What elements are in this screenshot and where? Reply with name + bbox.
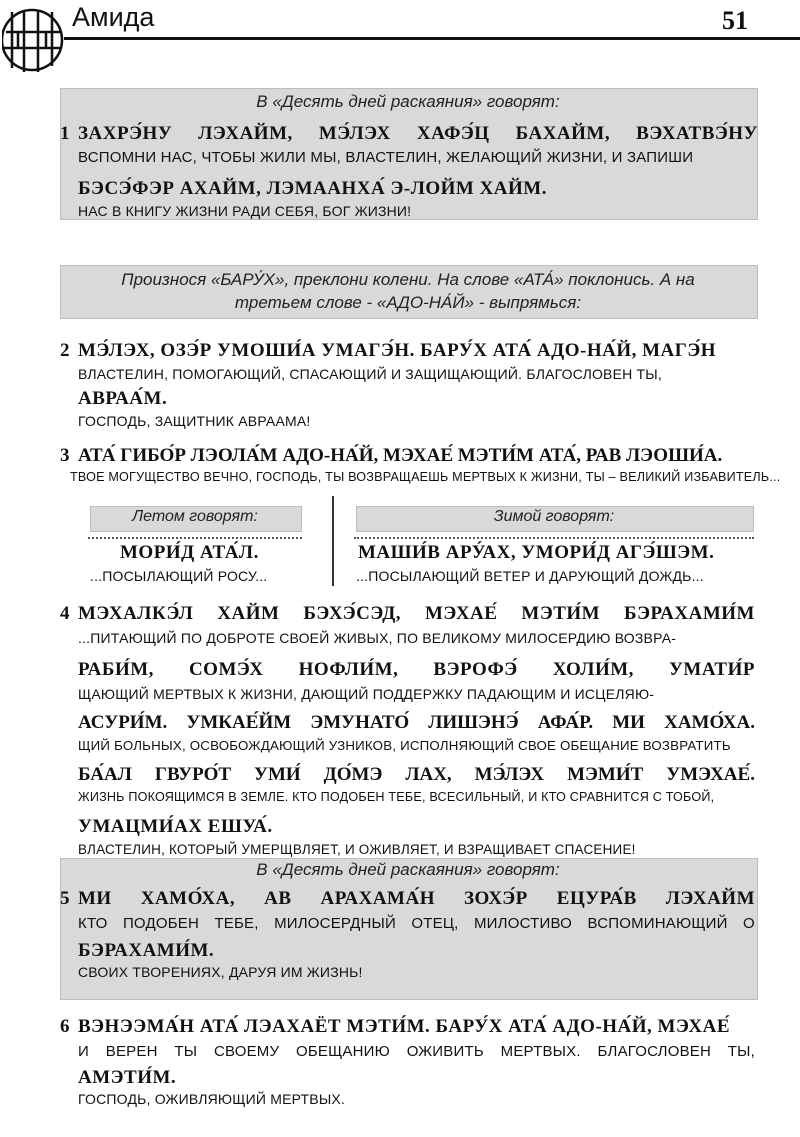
section-4-translit-line-3: [78, 712, 755, 734]
section-number-2: 2: [60, 340, 70, 361]
translit-word: ЕЦУРА́В: [556, 888, 637, 909]
section-3-translit-line-1: АТА́ ГИБО́Р ЛЭОЛА́М АДО-НА́Й, МЭХАЕ́ МЭТИ́М АТА́, РАВ ЛЭОШИ́А.: [78, 445, 723, 466]
russian-word: ОТЕЦ,: [411, 915, 459, 932]
translit-word: АРАХАМА́Н: [320, 888, 435, 909]
translit-word: ЛЭХАЙМ: [665, 888, 755, 909]
section-4-russian-line-1: ...ПИТАЮЩИЙ ПО ДОБРОТЕ СВОЕЙ ЖИВЫХ, ПО ВЕЛИКОМУ МИЛОСЕРДИЮ ВОЗВРА-: [78, 630, 677, 646]
summer-translit: МОРИ́Д АТА́Л.: [120, 542, 259, 563]
section-5-translit-line-2: БЭРАХАМИ́М.: [78, 940, 215, 961]
section-6-translit-line-2: АМЭТИ́М.: [78, 1067, 177, 1088]
translit-word: УМЭХАЕ́.: [666, 764, 755, 785]
translit-word: ВЭРОФЭ́: [433, 659, 518, 680]
winter-dotted-rule: [354, 537, 754, 539]
header-rule: [64, 37, 800, 40]
translit-word: ЛАХ,: [405, 764, 452, 785]
translit-word: МЭМИ́Т: [567, 764, 644, 785]
translit-word: АВ: [264, 888, 292, 909]
russian-word: ТЫ: [174, 1043, 198, 1060]
translit-word: БАХАЙМ,: [515, 123, 611, 144]
section-4-translit-line-4: [78, 764, 755, 786]
summer-dotted-rule: [88, 537, 302, 539]
section-2-translit-line-2: АВРАА́М.: [78, 388, 168, 409]
translit-word: БЭХЭ́СЭД,: [303, 603, 402, 624]
translit-word: ХАФЭ́Ц: [416, 123, 490, 144]
page-title: Амида: [72, 2, 155, 32]
section-2-russian-line-1: ВЛАСТЕЛИН, ПОМОГАЮЩИЙ, СПАСАЮЩИЙ И ЗАЩИЩАЮЩИЙ. БЛАГОСЛОВЕН ТЫ,: [78, 366, 662, 382]
russian-word: И: [78, 1043, 89, 1060]
translit-word: ХОЛИ́М,: [552, 659, 634, 680]
russian-word: ВСПОМИНАЮЩИЙ: [587, 915, 728, 932]
bow-instruction-line-1: Произнося «БАРУ́Х», преклони колени. На слове «АТА́» поклонись. А на: [121, 270, 695, 289]
section-number-1: 1: [60, 123, 70, 144]
winter-russian: ...ПОСЫЛАЮЩИЙ ВЕТЕР И ДАРУЮЩИЙ ДОЖДЬ...: [356, 568, 704, 584]
translit-word: БА́АЛ: [78, 764, 132, 785]
russian-word: КТО: [78, 915, 108, 932]
section-6-translit-line-1: ВЭНЭЭМА́Н АТА́ ЛЭАХАЁТ МЭТИ́М. БАРУ́Х АТА́ АДО-НА́Й, МЭХАЕ́: [78, 1016, 731, 1037]
russian-word: БЛАГОСЛОВЕН: [597, 1043, 712, 1060]
translit-word: ГВУРО́Т: [154, 764, 232, 785]
translit-word: ЛЭХАЙМ,: [198, 123, 293, 144]
page-header: [0, 0, 800, 80]
section-4-translit-line-1: [78, 603, 755, 625]
translit-word: ХАМО́ХА,: [140, 888, 236, 909]
translit-word: МИ: [78, 888, 112, 909]
section-1-translit-line-2: БЭСЭ́ФЭР АХАЙМ, ЛЭМААНХА́ Э-ЛОЙМ ХАЙМ.: [78, 178, 547, 199]
translit-word: УМКАЕ́ЙМ: [186, 712, 292, 733]
section-4-russian-line-2: ЩАЮЩИЙ МЕРТВЫХ К ЖИЗНИ, ДАЮЩИЙ ПОДДЕРЖКУ ПАДАЮЩИМ И ИСЦЕЛЯЮ-: [78, 686, 655, 702]
translit-word: ХАМО́ХА.: [664, 712, 755, 733]
section-1-translit-line-1: [78, 123, 758, 145]
russian-word: О: [743, 915, 755, 932]
translit-word: ВЭХАТВЭ́НУ: [636, 123, 758, 144]
translit-word: МИ: [612, 712, 645, 733]
section-4-russian-line-3: ЩИЙ БОЛЬНЫХ, ОСВОБОЖДАЮЩИЙ УЗНИКОВ, ИСПОЛНЯЮЩИЙ СВОЕ ОБЕЩАНИЕ ВОЗВРАТИТЬ: [78, 738, 731, 753]
translit-word: МЭХАЕ́: [424, 603, 498, 624]
russian-word: МЕРТВЫХ.: [500, 1043, 581, 1060]
translit-word: ЗОХЭ́Р: [464, 888, 528, 909]
section-1-russian-line-1: ВСПОМНИ НАС, ЧТОБЫ ЖИЛИ МЫ, ВЛАСТЕЛИН, ЖЕЛАЮЩИЙ ЖИЗНИ, И ЗАПИШИ: [78, 149, 694, 166]
page-number: 51: [722, 6, 748, 35]
translit-word: ДО́МЭ: [323, 764, 383, 785]
russian-word: ОБЕЩАНИЮ: [296, 1043, 390, 1060]
section-6-russian-line-1: [78, 1043, 755, 1060]
section-3-russian-line-1: ТВОЕ МОГУЩЕСТВО ВЕЧНО, ГОСПОДЬ, ТЫ ВОЗВРАЩАЕШЬ МЕРТВЫХ К ЖИЗНИ, ТЫ – ВЕЛИКИЙ ИЗБАВИТЕЛЬ...: [70, 470, 781, 484]
ten-days-note-1: В «Десять дней раскаяния» говорят:: [256, 92, 560, 111]
russian-word: ТЕБЕ,: [214, 915, 259, 932]
translit-word: УМАТИ́Р: [668, 659, 755, 680]
section-4-russian-line-4: ЖИЗНЬ ПОКОЯЩИМСЯ В ЗЕМЛЕ. КТО ПОДОБЕН ТЕБЕ, ВСЕСИЛЬНЫЙ, И КТО СРАВНИТСЯ С ТОБОЙ,: [78, 790, 715, 804]
translit-word: ЗАХРЭ́НУ: [78, 123, 173, 144]
translit-word: РАБИ́М,: [78, 659, 154, 680]
russian-word: ТЫ,: [727, 1043, 755, 1060]
section-6-russian-line-2: ГОСПОДЬ, ОЖИВЛЯЮЩИЙ МЕРТВЫХ.: [78, 1091, 346, 1107]
translit-word: ХАЙМ: [217, 603, 280, 624]
winter-label: Зимой говорят:: [493, 508, 615, 525]
translit-word: АСУРИ́М.: [78, 712, 168, 733]
translit-word: СОМЭ́Х: [188, 659, 264, 680]
ten-days-note-5: В «Десять дней раскаяния» говорят:: [256, 860, 560, 879]
translit-word: МЭХАЛКЭ́Л: [78, 603, 194, 624]
translit-word: НОФЛИ́М,: [298, 659, 399, 680]
section-number-4: 4: [60, 603, 70, 624]
section-5-russian-line-2: СВОИХ ТВОРЕНИЯХ, ДАРУЯ ИМ ЖИЗНЬ!: [78, 964, 363, 980]
section-4-russian-line-5: ВЛАСТЕЛИН, КОТОРЫЙ УМЕРЩВЛЯЕТ, И ОЖИВЛЯЕТ, И ВЗРАЩИВАЕТ СПАСЕНИЕ!: [78, 842, 636, 857]
translit-word: БЭРАХАМИ́М: [624, 603, 755, 624]
bow-instruction-line-2: третьем слове - «АДО-НА́Й» - выпрямься:: [234, 293, 582, 312]
translit-word: МЭ́ЛЭХ: [474, 764, 545, 785]
summer-label: Летом говорят:: [132, 508, 258, 525]
section-4-translit-line-2: [78, 659, 755, 681]
section-number-6: 6: [60, 1016, 70, 1037]
section-5-translit-line-1: [78, 888, 755, 910]
winter-translit: МАШИ́В АРУ́АХ, УМОРИ́Д АГЭ́ШЭМ.: [358, 542, 715, 563]
russian-word: МИЛОСТИВО: [473, 915, 573, 932]
section-2-translit-line-1: МЭ́ЛЭХ, ОЗЭ́Р УМОШИ́А УМАГЭ́Н. БАРУ́Х АТА́ АДО-НА́Й, МАГЭ́Н: [78, 340, 717, 361]
section-2-russian-line-2: ГОСПОДЬ, ЗАЩИТНИК АВРААМА!: [78, 413, 311, 429]
russian-word: СВОЕМУ: [213, 1043, 280, 1060]
translit-word: АФА́Р.: [537, 712, 594, 733]
russian-word: ПОДОБЕН: [122, 915, 199, 932]
section-number-3: 3: [60, 445, 70, 466]
wall-logo-icon: [2, 4, 64, 74]
translit-word: МЭ́ЛЭХ: [318, 123, 391, 144]
section-number-5: 5: [60, 888, 70, 909]
russian-word: ОЖИВИТЬ: [406, 1043, 484, 1060]
section-1-russian-line-2: НАС В КНИГУ ЖИЗНИ РАДИ СЕБЯ, БОГ ЖИЗНИ!: [78, 203, 412, 219]
summer-russian: ...ПОСЫЛАЮЩИЙ РОСУ...: [90, 568, 268, 584]
translit-word: УМИ́: [254, 764, 301, 785]
section-4-translit-line-5: УМАЦМИ́АХ ЕШУА́.: [78, 816, 273, 837]
translit-word: МЭТИ́М: [521, 603, 601, 624]
season-divider: [332, 496, 334, 586]
section-5-russian-line-1: [78, 915, 755, 932]
translit-word: ЛИШЭНЭ́: [428, 712, 519, 733]
russian-word: МИЛОСЕРДНЫЙ: [274, 915, 396, 932]
translit-word: ЭМУНАТО́: [310, 712, 410, 733]
russian-word: ВЕРЕН: [105, 1043, 158, 1060]
